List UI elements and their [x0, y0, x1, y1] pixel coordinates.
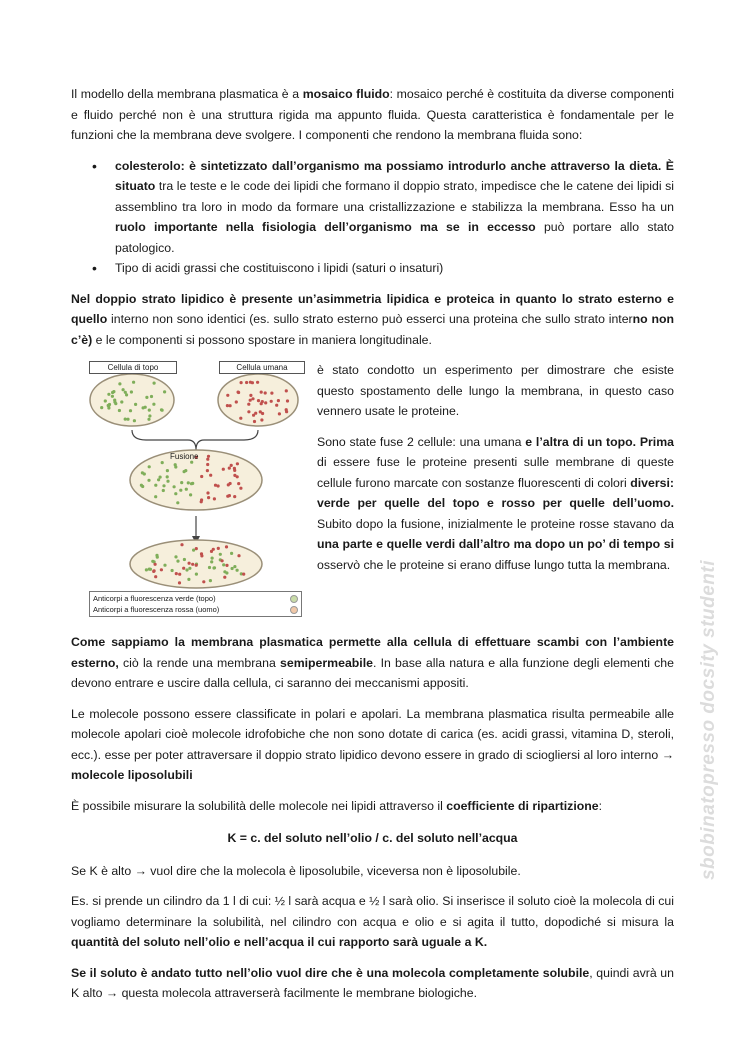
fused-protein-dot	[239, 487, 242, 490]
mixed-protein-dot	[231, 567, 234, 570]
fused-protein-dot	[173, 485, 176, 488]
human-protein-dot	[240, 381, 243, 384]
mixed-protein-dot	[209, 579, 212, 582]
mixed-protein-dot	[192, 549, 195, 552]
fused-protein-dot	[154, 495, 157, 498]
text: ciò la rende una membrana	[118, 655, 281, 670]
human-protein-dot	[278, 412, 281, 415]
mixed-protein-dot	[178, 573, 181, 576]
mixed-protein-dot	[187, 578, 190, 581]
fused-protein-dot	[174, 492, 177, 495]
text: . In base alla natura e alla funzione degli elementi che devono entrare e uscire dalla cellula, ci saranno dei meccanismi appositi.	[71, 655, 674, 690]
paragraph-solubilita	[71, 796, 674, 817]
bold-text: no non c’è)	[71, 312, 674, 347]
paragraph-intro	[71, 84, 674, 146]
mouse-protein-dot	[161, 409, 164, 412]
mouse-protein-dot	[148, 414, 151, 417]
bold-text: e l’altra di un topo. Prima	[525, 434, 674, 449]
text: Es. si prende un cilindro da 1 l di cui: ½ l sarà acqua e ½ l sarà olio. Si inserisce il soluto cioè la molecola di cui vogliamo determinare la solubilità, nel cilindro con acqua e olio e si agita il tutto, dopodiché si misura la	[71, 894, 674, 929]
human-protein-dot	[277, 399, 280, 402]
fused-protein-dot	[141, 471, 144, 474]
text: Il modello della membrana plasmatica è a	[71, 87, 303, 101]
fused-protein-dot	[184, 469, 187, 472]
cell-fusion-figure	[86, 360, 307, 618]
document-body	[71, 84, 674, 1004]
text: e le componenti si possono spostare in maniera longitudinale.	[92, 332, 432, 347]
mouse-protein-dot	[120, 400, 123, 403]
legend-row-red	[93, 604, 298, 615]
human-protein-dot	[245, 381, 248, 384]
human-protein-dot	[264, 391, 267, 394]
fused-protein-dot	[180, 481, 183, 484]
mouse-protein-dot	[129, 409, 132, 412]
fused-protein-dot	[187, 481, 190, 484]
fused-protein-dot	[237, 482, 240, 485]
paragraph-k-alto: Se K è alto → vuol dire che la molecola è liposolubile, viceversa non è liposolubile.	[71, 863, 521, 878]
human-protein-dot	[249, 399, 252, 402]
bold-text: semipermeabile	[280, 655, 373, 670]
mixed-protein-dot	[233, 565, 236, 568]
mouse-protein-dot	[113, 400, 116, 403]
text: di essere fuse le proteine presenti sulle membrane di queste cellule furono marcate con sostanze fluorescenti di colori	[317, 455, 674, 490]
mouse-protein-dot	[145, 396, 148, 399]
fused-protein-dot	[233, 495, 236, 498]
mixed-protein-dot	[188, 562, 191, 565]
human-protein-dot	[264, 401, 267, 404]
mixed-protein-dot	[156, 556, 159, 559]
fused-protein-dot	[140, 484, 143, 487]
fused-protein-dot	[185, 488, 188, 491]
fused-protein-dot	[222, 468, 225, 471]
mixed-protein-dot	[152, 570, 155, 573]
mixed-protein-dot	[222, 563, 225, 566]
mixed-protein-dot	[221, 559, 224, 562]
fused-protein-dot	[166, 475, 169, 478]
mouse-protein-dot	[107, 393, 110, 396]
bold-text: colesterolo	[115, 158, 181, 173]
human-protein-dot	[239, 417, 242, 420]
fused-protein-dot	[230, 464, 233, 467]
text: Tipo di acidi grassi che costituiscono i lipidi (saturi o insaturi)	[115, 261, 444, 275]
human-protein-dot	[260, 391, 263, 394]
bullet-item-acidi-grassi	[71, 258, 674, 279]
mixed-protein-dot	[195, 573, 198, 576]
human-protein-dot	[235, 400, 238, 403]
watermark	[694, 520, 724, 920]
fused-protein-dot	[157, 478, 160, 481]
mixed-protein-dot	[185, 568, 188, 571]
label-mouse-cell: Cellula di topo	[89, 361, 177, 374]
mouse-protein-dot	[147, 418, 150, 421]
mixed-protein-dot	[195, 564, 198, 567]
mixed-protein-dot	[195, 547, 198, 550]
mixed-protein-dot	[230, 552, 233, 555]
fused-protein-dot	[217, 484, 220, 487]
bold-text: Se il soluto è andato tutto nell’olio vuol dire che è una molecola completamente solubile	[71, 965, 590, 980]
human-protein-dot	[226, 394, 229, 397]
mixed-protein-dot	[183, 558, 186, 561]
mouse-protein-dot	[150, 395, 153, 398]
mixed-protein-dot	[223, 576, 226, 579]
fused-protein-dot	[233, 474, 236, 477]
human-protein-dot	[247, 410, 250, 413]
mouse-protein-dot	[122, 388, 125, 391]
text: Subito dopo la fusione, inizialmente le proteine rosse stavano da	[317, 516, 674, 531]
text: : mosaico perché è costituita da diverse componenti e fluido perché non è una struttura rigida ma appunto fluida. Questa caratteristica è fondamentale per le funzioni che la membrana deve svolgere. I componenti che rendono la membrana fluida sono:	[71, 87, 674, 142]
mouse-protein-dot	[112, 390, 115, 393]
mixed-protein-dot	[225, 571, 228, 574]
bold-text: diversi: verde per quelle del topo e rosso per quelle dell’uomo.	[317, 475, 674, 510]
mixed-protein-dot	[154, 563, 157, 566]
mixed-protein-dot	[225, 564, 228, 567]
mixed-protein-dot	[191, 563, 194, 566]
mixed-protein-dot	[176, 560, 179, 563]
fused-protein-dot	[179, 489, 182, 492]
human-protein-dot	[249, 394, 252, 397]
paragraph-esperimento: è stato condotto un esperimento per dimostrare che esiste questo spostamento delle lungo la membrana, in questo caso vennero usate le proteine.	[317, 363, 674, 418]
mouse-protein-dot	[148, 409, 151, 412]
label-fusion: Fusione	[170, 452, 199, 461]
fused-protein-dot	[228, 467, 231, 470]
mixed-protein-dot	[200, 554, 203, 557]
fused-protein-dot	[148, 465, 151, 468]
label-human-cell: Cellula umana	[219, 361, 305, 374]
bold-text: coefficiente di ripartizione	[446, 798, 599, 813]
human-protein-dot	[251, 381, 254, 384]
mouse-protein-dot	[130, 390, 133, 393]
bold-text: Nel doppio strato lipidico è presente un’asimmetria lipidica e proteica in quanto lo strato esterno e quello	[71, 291, 674, 326]
formula-k: K = c. del soluto nell’olio / c. del soluto nell’acqua	[227, 831, 518, 845]
fused-protein-dot	[226, 495, 229, 498]
fused-protein-dot	[154, 484, 157, 487]
mixed-protein-dot	[219, 553, 222, 556]
human-protein-dot	[251, 397, 254, 400]
bold-text: una parte e quelle verdi dall’altro ma dopo un po’ di tempo si	[317, 537, 674, 551]
fused-protein-dot	[162, 489, 165, 492]
fused-protein-dot	[209, 474, 212, 477]
mouse-protein-dot	[100, 406, 103, 409]
mouse-protein-dot	[133, 419, 136, 422]
fused-protein-dot	[236, 462, 239, 465]
fused-protein-dot	[161, 461, 164, 464]
figure-side-text	[317, 360, 674, 618]
fused-protein-dot	[159, 476, 162, 479]
mixed-protein-dot	[210, 550, 213, 553]
bold-text: mosaico fluido	[302, 87, 390, 101]
mixed-protein-dot	[236, 569, 239, 572]
fused-protein-dot	[206, 458, 209, 461]
mixed-protein-dot	[154, 575, 157, 578]
human-protein-dot	[260, 418, 263, 421]
human-protein-dot	[253, 420, 256, 423]
human-protein-dot	[275, 404, 278, 407]
mixed-protein-dot	[225, 545, 228, 548]
mixed-protein-dot	[149, 568, 152, 571]
mixed-protein-dot	[174, 555, 177, 558]
text: tra le teste e le code dei lipidi che formano il doppio strato, impedisce che le catene dei lipidi si assemblino tra loro in modo da formare una cristallizzazione e stabilizza la membrana. Esso ha un	[115, 179, 674, 214]
fused-protein-dot	[176, 501, 179, 504]
figure-row	[71, 360, 674, 618]
bold-text: → molecole liposolubili	[71, 747, 674, 782]
mixed-protein-dot	[171, 569, 174, 572]
mouse-protein-dot	[118, 382, 121, 385]
mouse-protein-dot	[134, 403, 137, 406]
text: È possibile misurare la solubilità delle molecole nei lipidi attraverso il	[71, 798, 447, 813]
mouse-protein-dot	[163, 390, 166, 393]
human-protein-dot	[270, 392, 273, 395]
bullet-item-colesterolo	[71, 156, 674, 259]
text: può portare allo stato patologico.	[115, 220, 675, 255]
fused-protein-dot	[233, 469, 236, 472]
mouse-protein-dot	[132, 381, 135, 384]
bold-text: ruolo importante nella fisiologia dell’organismo ma se in eccesso	[115, 220, 536, 234]
human-protein-dot	[254, 412, 257, 415]
mouse-protein-dot	[108, 403, 111, 406]
mixed-protein-dot	[210, 560, 213, 563]
bold-text: : è sintetizzato dall’organismo ma possiamo introdurlo anche attraverso la dieta. È situato	[115, 158, 674, 193]
text: Le molecole possono essere classificate in polari e apolari. La membrana plasmatica risulta permeabile alle molecole apolari cioè molecole idrofobiche che non sono dotate di carica (es. acidi grassi, vitamina D, steroli, ecc.). esse per poter attraversare il doppio strato lipidico devono essere in grado di sciogliersi al loro interno	[71, 706, 674, 762]
mixed-protein-dot	[213, 566, 216, 569]
human-protein-dot	[247, 403, 250, 406]
mixed-protein-dot	[160, 568, 163, 571]
fused-protein-dot	[189, 493, 192, 496]
mixed-protein-dot	[180, 543, 183, 546]
human-protein-dot	[261, 400, 264, 403]
human-protein-dot	[229, 404, 232, 407]
paragraph-esempio-cilindro	[71, 891, 674, 953]
legend-label: Anticorpi a fluorescenza rossa (uomo)	[93, 605, 220, 614]
legend-row-green	[93, 593, 298, 604]
bullet-list	[71, 156, 674, 279]
mixed-protein-dot	[175, 572, 178, 575]
human-protein-dot	[237, 391, 240, 394]
human-protein-dot	[286, 399, 289, 402]
fused-protein-dot	[200, 498, 203, 501]
human-protein-dot	[257, 399, 260, 402]
mixed-protein-dot	[178, 581, 181, 584]
mixed-protein-dot	[145, 568, 148, 571]
mouse-protein-dot	[124, 418, 127, 421]
fused-protein-dot	[229, 482, 232, 485]
mouse-protein-dot	[142, 406, 145, 409]
legend-label: Anticorpi a fluorescenza verde (topo)	[93, 594, 216, 603]
human-protein-dot	[285, 408, 288, 411]
paragraph-asimmetria	[71, 289, 674, 351]
bold-text: Come sappiamo la membrana plasmatica permette alla cellula di effettuare scambi con l’ambiente esterno,	[71, 635, 674, 670]
fused-protein-dot	[206, 491, 209, 494]
paragraph-soluto-olio	[71, 963, 674, 1004]
mixed-protein-dot	[163, 564, 166, 567]
fused-protein-dot	[190, 482, 193, 485]
fused-protein-dot	[162, 484, 165, 487]
text: interno non sono identici (es. sullo strato esterno può esserci una proteina che sullo strato inter	[107, 312, 633, 326]
mixed-protein-dot	[237, 554, 240, 557]
paragraph-fusione	[317, 432, 674, 576]
mixed-protein-dot	[202, 580, 205, 583]
fused-protein-dot	[213, 497, 216, 500]
human-protein-dot	[270, 400, 273, 403]
human-protein-dot	[256, 381, 259, 384]
mixed-protein-dot	[188, 567, 191, 570]
mouse-protein-dot	[126, 418, 129, 421]
mixed-protein-dot	[211, 557, 214, 560]
mouse-protein-dot	[124, 391, 127, 394]
paragraph-semipermeabile	[71, 632, 674, 694]
text: Sono state fuse 2 cellule: una umana	[317, 434, 526, 449]
mixed-protein-dot	[182, 567, 185, 570]
text: :	[598, 798, 603, 813]
cell-fusion-illustration	[86, 360, 307, 618]
fused-protein-dot	[207, 455, 210, 458]
mixed-protein-dot	[217, 547, 220, 550]
text: , quindi avrà un K alto → questa molecola attraverserà facilmente le membrane biologiche.	[71, 965, 674, 1000]
mouse-protein-dot	[104, 399, 107, 402]
human-protein-dot	[259, 410, 262, 413]
fused-protein-dot	[206, 469, 209, 472]
mouse-protein-dot	[153, 382, 156, 385]
human-protein-dot	[285, 389, 288, 392]
paragraph-polari-apolari	[71, 704, 674, 786]
bold-text: quantità del soluto nell’olio e nell’acqua il cui rapporto sarà uguale a K.	[71, 935, 488, 949]
fused-protein-dot	[207, 496, 210, 499]
fused-protein-dot	[166, 480, 169, 483]
fused-protein-dot	[147, 479, 150, 482]
fused-protein-dot	[200, 475, 203, 478]
figure-legend	[89, 591, 302, 617]
watermark-text: sbobinatopresso docsity studenti	[698, 559, 719, 881]
mouse-protein-dot	[152, 403, 155, 406]
mouse-protein-dot	[118, 409, 121, 412]
red-dot-icon	[290, 606, 298, 614]
mouse-protein-dot	[111, 395, 114, 398]
fused-protein-dot	[206, 463, 209, 466]
text: osservò che le proteine si erano diffuse lungo tutta la membrana.	[317, 557, 671, 572]
mixed-protein-dot	[242, 573, 245, 576]
green-dot-icon	[290, 595, 298, 603]
fused-protein-dot	[166, 469, 169, 472]
mixed-protein-dot	[208, 566, 211, 569]
